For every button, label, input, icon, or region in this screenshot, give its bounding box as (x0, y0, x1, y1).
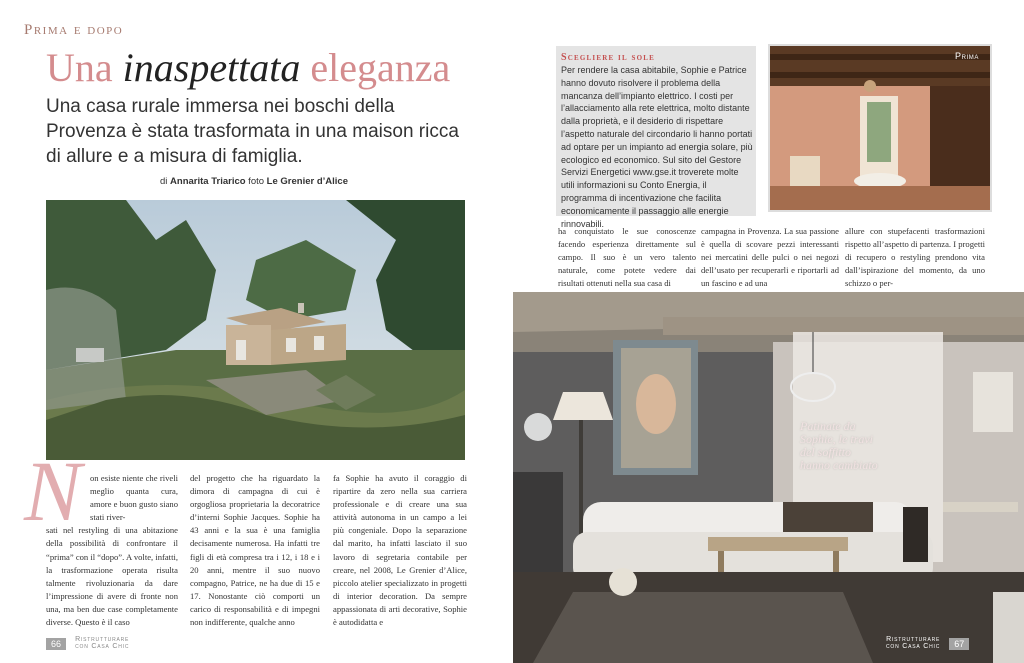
living-room-photo (513, 292, 1024, 663)
byline-photographer: Le Grenier d’Alice (266, 176, 348, 187)
column-1-lead: on esiste niente che riveli meglio quanta cura, amore e buon gusto siano stati river- (90, 473, 178, 523)
column-2-text: del progetto che ha riguardato la dimora di campagna di cui è orgogliosa proprietaria la decoratrice d’interni Sophie Jacques. Sophie ha 43 anni e la sua è una famiglia decisamente numerosa. Ha infatti tre figli di età compresa tra i 12, i 18 e i 20 anni, mentre il suo nuovo compagno, Patrice, ne ha due di 15 e 17. Nonostante ciò comporti un carico di responsabilità e di impegni non indifferente, qualche anno (190, 473, 320, 628)
body-column-2 (190, 472, 320, 629)
right-column-1 (558, 225, 696, 290)
sidebar-title: Scegliere il sole (561, 52, 655, 63)
before-interior-photo (768, 44, 992, 212)
byline-di: di (160, 176, 171, 187)
photo-caption: Patinate da Sophie, le travi del soffitto hanno cambiato (800, 419, 878, 472)
right-column-3 (845, 225, 985, 290)
byline (160, 176, 348, 187)
title-part-1: Una (46, 45, 123, 90)
sidebar-text: Per rendere la casa abitabile, Sophie e Patrice hanno dovuto risolvere il problema della mancanza dell’impianto elettrico. I costi per l’allacciamento alla rete elettrica, molto distante dalla proprietà, e il desiderio di rispettare l’aspetto naturale del circondario li hanno portati ad optare per un impianto ad energia solare, più ecologico ed economico. Sul sito del Gestore Servizi Energetici www.gse.it troverete molte utili informazioni su Conto Energia, il programma di incentivazione che facilita economicamente il passaggio alle energie rinnovabili. (561, 65, 753, 229)
title-part-3: eleganza (300, 45, 451, 90)
column-1-rest: sati nel restyling di una abitazione della possibilità di confrontare il “prima” con il “dopo”. A volte, infatti, la trasformazione operata risulta talmente rivoluzionaria da dare l’impressione di avere di fronte non una, ma ben due case completamente diverse. Questo è il caso (46, 525, 178, 628)
right-column-3-text: allure con stupefacenti trasformazioni rispetto all’aspetto di partenza. I progetti di recupero o restyling prendono vita dall’ispirazione del momento, da uno schizzo o per- (845, 226, 985, 289)
right-column-2 (701, 225, 839, 290)
house-exterior-photo (46, 200, 465, 460)
column-3-text: fa Sophie ha avuto il coraggio di ripartire da zero nella sua carriera professionale e di creare una sua attività autonoma in un campo a lei più congeniale. Dopo la separazione dal marito, ha infatti lasciato il suo lavoro di segretaria contabile per creare, nel 2008, Le Grenier d’Alice, piccolo atelier specializzato in progetti di interior decoration. Da sempre appassionata di arti decorative, Sophie è autodidatta e (333, 473, 467, 628)
drop-cap: N (24, 443, 82, 539)
right-column-2-text: campagna in Provenza. La sua passione è quella di scovare pezzi interessanti nei mercatini delle pulci o nei negozi dell’usato per recuperarli e riportarli ad un fascino e ad una (701, 226, 839, 289)
page-number-left: 66 (46, 638, 66, 650)
magazine-name-line1-right: Ristrutturare (886, 635, 941, 643)
article-title (46, 46, 450, 90)
magazine-name-line1: Ristrutturare (75, 635, 130, 643)
article-subtitle: Una casa rurale immersa nei boschi della Provenza è stata trasformata in una maison ricca di allure e a misura di famiglia. (46, 96, 459, 167)
magazine-name-line2: con Casa Chic (75, 642, 130, 650)
body-column-1 (46, 472, 178, 629)
footer-left (46, 632, 129, 651)
byline-foto: foto (245, 176, 267, 187)
title-part-2: inaspettata (122, 45, 301, 90)
byline-author: Annarita Triarico (170, 176, 246, 187)
section-kicker: Prima e dopo (24, 22, 124, 38)
right-column-1-text: ha conquistato le sue conoscenze facendo esperienza direttamente sul campo. Il suo è un vero talento naturale, come potete vedere dai risultati ottenuti nella sua casa di (558, 226, 696, 289)
page-number-right: 67 (949, 638, 969, 650)
body-column-3 (333, 472, 467, 629)
before-label: Prima (955, 51, 980, 61)
magazine-name-line2-right: con Casa Chic (886, 642, 941, 650)
footer-right (886, 632, 969, 651)
